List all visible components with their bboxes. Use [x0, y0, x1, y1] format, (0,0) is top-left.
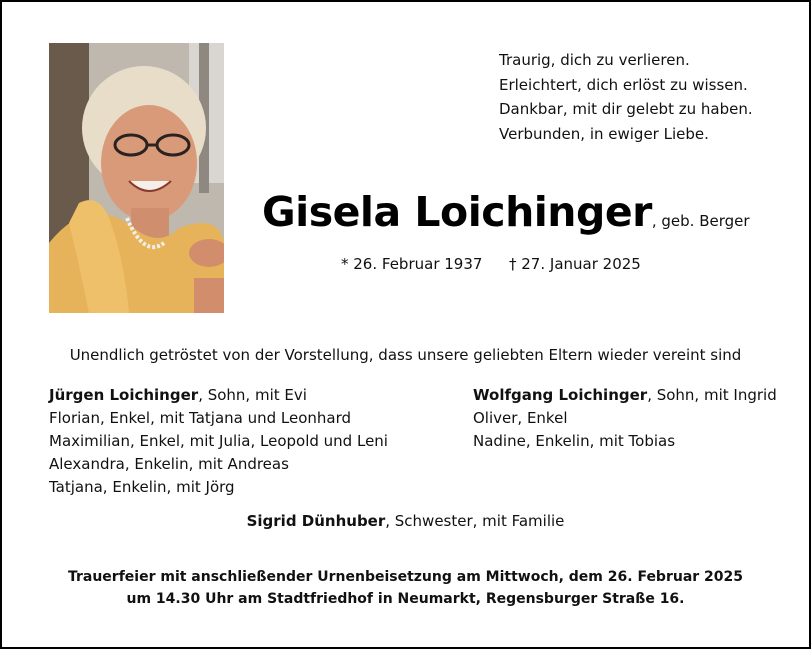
family-line [49, 476, 388, 499]
family-line [49, 430, 388, 453]
family-line [49, 407, 388, 430]
poem [499, 48, 753, 146]
family-member-detail: Tatjana, Enkelin, mit Jörg [49, 478, 235, 496]
portrait-photo [49, 43, 224, 313]
poem-line-1: Traurig, dich zu verlieren. [499, 51, 690, 69]
family-member-detail: , Sohn, mit Ingrid [647, 386, 777, 404]
family-line [49, 453, 388, 476]
family-line [473, 384, 777, 407]
family-member-name: Jürgen Loichinger [49, 386, 199, 404]
family-line [473, 407, 777, 430]
family-member-detail: Florian, Enkel, mit Tatjana und Leonhard [49, 409, 352, 427]
consolation-text: Unendlich getröstet von der Vorstellung, dass unsere geliebten Eltern wieder vereint sind [69, 346, 742, 364]
deceased-name-row [262, 188, 750, 236]
sibling-line [2, 512, 809, 530]
family-member-name: Wolfgang Loichinger [473, 386, 648, 404]
sibling-detail: , Schwester, mit Familie [385, 512, 565, 530]
funeral-line-2: um 14.30 Uhr am Stadtfriedhof in Neumarkt, Regensburger Straße 16. [126, 591, 685, 607]
deceased-name: Gisela Loichinger [262, 188, 652, 236]
poem-line-4: Verbunden, in ewiger Liebe. [499, 124, 709, 143]
poem-line-3: Dankbar, mit dir gelebt zu haben. [499, 100, 753, 118]
poem-line-2: Erleichtert, dich erlöst zu wissen. [499, 75, 748, 94]
sibling-name: Sigrid Dünhuber [246, 512, 386, 530]
family-line [473, 430, 777, 453]
funeral-notice [2, 566, 809, 610]
birth-date: * 26. Februar 1937 [341, 255, 483, 273]
family-list-left [49, 384, 388, 499]
family-member-detail: , Sohn, mit Evi [198, 386, 307, 404]
family-member-detail: Nadine, Enkelin, mit Tobias [473, 432, 676, 450]
family-member-detail: Maximilian, Enkel, mit Julia, Leopold und Leni [49, 432, 388, 450]
family-member-detail: Alexandra, Enkelin, mit Andreas [49, 455, 289, 473]
family-member-detail: Oliver, Enkel [473, 409, 568, 427]
family-line [49, 384, 388, 407]
funeral-line-1: Trauerfeier mit anschließender Urnenbeisetzung am Mittwoch, dem 26. Februar 2025 [67, 569, 744, 585]
birth-name: , geb. Berger [651, 212, 750, 230]
family-list-right [473, 384, 777, 453]
death-date: † 27. Januar 2025 [509, 255, 641, 273]
